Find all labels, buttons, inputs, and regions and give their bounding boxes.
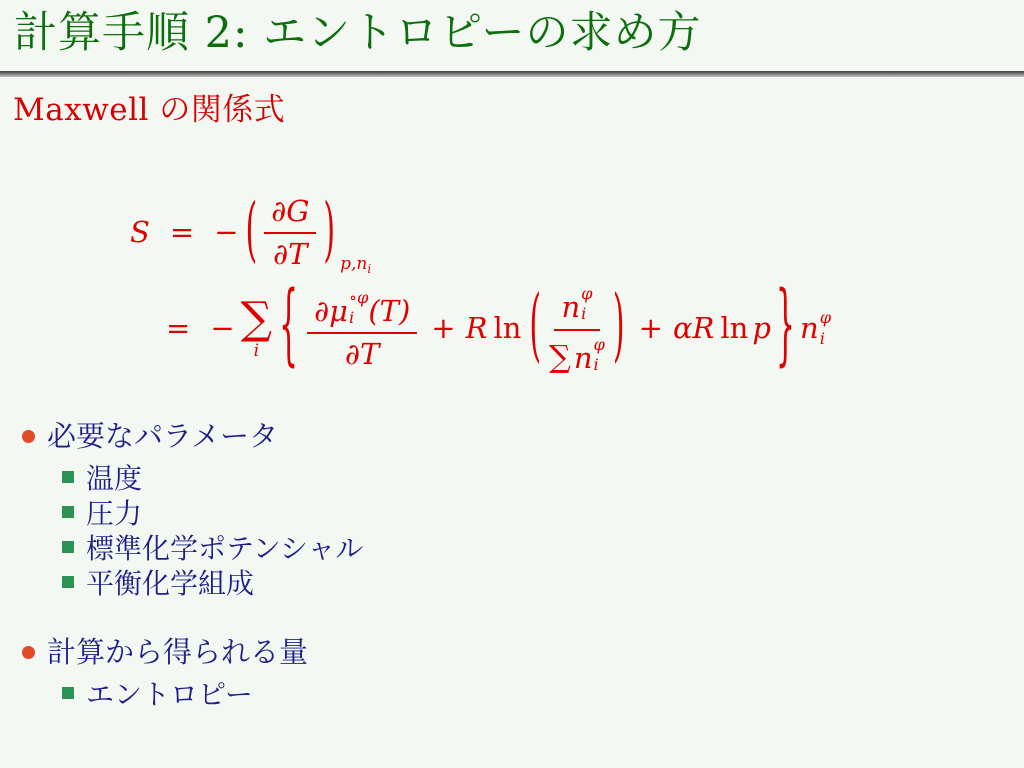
fraction-denominator: ∂T (273, 237, 308, 272)
sub-list (62, 459, 363, 599)
list-item (62, 675, 308, 710)
n-subscript: i (819, 328, 825, 348)
list-item (62, 494, 363, 529)
ln-function: ln (493, 310, 522, 345)
bullet-square-icon (62, 541, 74, 553)
n-subscript: i (593, 354, 599, 374)
left-paren: ( (245, 189, 258, 272)
fraction-numerator (554, 282, 599, 331)
bullet-group-parameters (22, 418, 363, 599)
n-superscript: φ (819, 308, 832, 328)
fraction-numerator (307, 286, 417, 335)
alpha-R: αR (672, 310, 715, 345)
list-item-label: 温度 (86, 461, 143, 495)
n-superscript: φ (593, 334, 605, 354)
section-subtitle: Maxwell の関係式 (13, 92, 286, 128)
title-rule (0, 71, 1024, 77)
n-scripts (581, 284, 592, 325)
right-brace: } (775, 274, 795, 378)
math-var-n: n (573, 340, 593, 375)
list-item (62, 564, 363, 599)
bullet-square-icon (62, 471, 74, 483)
slide-title: 計算手順 2: エントロピーの求め方 (14, 8, 702, 58)
minus-sign: − (214, 214, 239, 249)
plus-sign: + (431, 310, 456, 345)
subscript-pn: p,n (340, 253, 368, 274)
equation-line-2 (166, 274, 832, 378)
list-item (22, 634, 308, 670)
list-title: 必要なパラメータ (47, 419, 279, 453)
summation-operator (240, 293, 273, 362)
n-subscript: i (581, 304, 587, 324)
bullet-group-results (22, 634, 308, 710)
bullet-square-icon (62, 687, 74, 699)
right-paren: ) (612, 280, 625, 373)
list-item (62, 529, 363, 564)
mu-subscript: i (348, 307, 355, 327)
math-var-n: n (800, 310, 819, 345)
subscript-i: i (367, 261, 372, 276)
math-var-n: n (561, 290, 581, 325)
list-item-label: 圧力 (86, 496, 143, 530)
mu-superscript: ∘φ (348, 287, 369, 307)
sigma-glyph: ∑ (240, 293, 273, 345)
fraction-dmu-dT (307, 286, 417, 372)
fraction-denominator: ∂T (345, 337, 380, 372)
list-item (62, 459, 363, 494)
left-brace: { (279, 274, 299, 378)
equals-sign: = (166, 310, 191, 345)
list-item-label: 標準化学ポテンシャル (86, 531, 364, 565)
bullet-square-icon (62, 576, 74, 588)
list-item (22, 418, 363, 454)
equals-sign: = (169, 214, 195, 249)
math-var-S: S (130, 214, 150, 249)
paren-subscript (340, 255, 371, 275)
bullet-square-icon (62, 506, 74, 518)
bullet-circle-icon (22, 646, 35, 659)
math-var-p: p (752, 310, 771, 345)
equation-line-1 (130, 189, 372, 276)
right-paren: ) (323, 189, 336, 272)
minus-sign: − (210, 310, 235, 345)
fraction-numerator: ∂G (264, 193, 316, 234)
math-var-R: R (465, 310, 488, 345)
n-scripts (820, 308, 831, 349)
list-item-label: 平衡化学組成 (86, 566, 255, 600)
n-superscript: φ (581, 284, 593, 303)
sub-list (62, 675, 308, 710)
ln-function: ln (720, 310, 749, 345)
left-paren: ( (529, 280, 542, 373)
list-title: 計算から得られる量 (47, 635, 309, 669)
partial-mu: ∂μ (314, 293, 348, 328)
fraction-dG-dT (264, 193, 316, 272)
mu-scripts (349, 288, 368, 329)
n-scripts (594, 335, 605, 376)
bullet-circle-icon (22, 430, 35, 443)
sum-index: i (253, 341, 260, 362)
list-item-label: エントロピー (86, 677, 253, 711)
fraction-mole-ratio (549, 282, 605, 375)
small-sigma-glyph: ∑ (549, 340, 571, 376)
plus-sign: + (638, 310, 663, 345)
of-T: (T) (368, 293, 411, 328)
fraction-denominator (549, 331, 605, 376)
